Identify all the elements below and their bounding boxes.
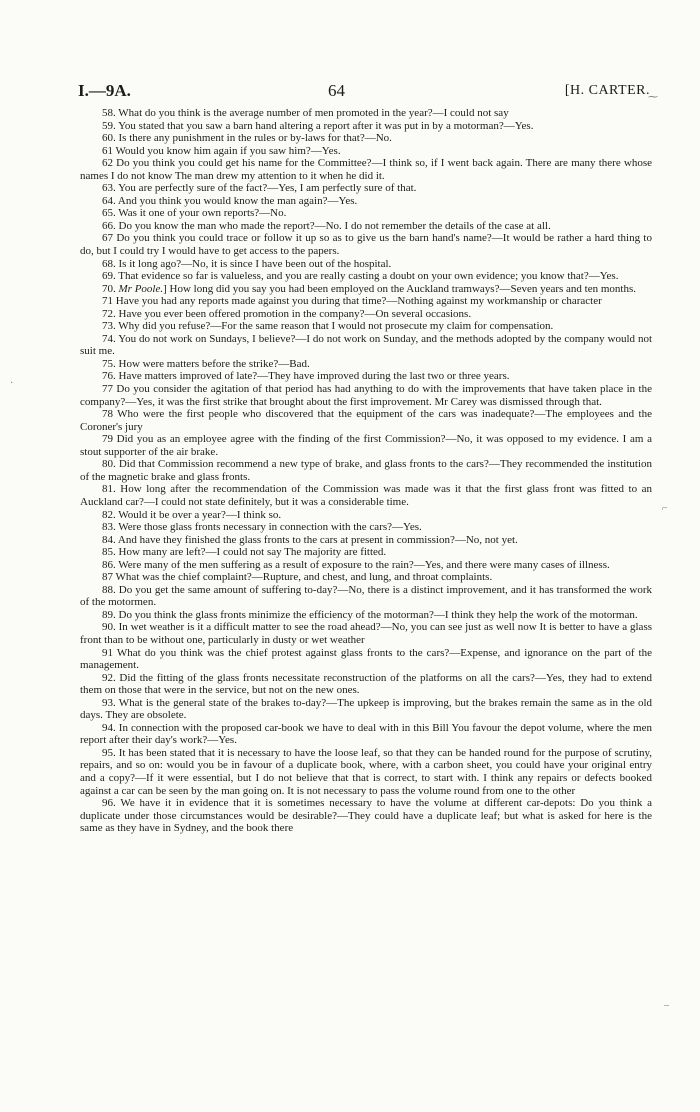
testimony-text <box>80 107 652 835</box>
paragraph: 91 What do you think was the chief protest against glass fronts to the cars?—Expense, and ignorance on the part of the management. <box>80 646 652 672</box>
paragraph: 69. That evidence so far is valueless, and you are really casting a doubt on your own evidence; you know that?—Yes. <box>102 270 619 283</box>
paragraph: 62 Do you think you could get his name for the Committee?—I think so, if I went back again. There are many there whose names I do not know The man drew my attention to it when he did it. <box>80 157 652 182</box>
question-text: ] How long did you say you had been employed on the Auckland tramways?—Seven years and ten months. <box>163 282 637 295</box>
paragraph: 61 Would you know him again if you saw him?—Yes. <box>102 144 341 157</box>
paragraph: 71 Have you had any reports made against you during that time?—Nothing against my workmanship or character <box>102 295 602 308</box>
page-header <box>78 80 650 102</box>
paragraph: 76. Have matters improved of late?—They have improved during the last two or three years. <box>102 370 510 383</box>
paragraph: 81. How long after the recommendation of the Commission was made was it that the first glass front was fitted to an Auckland car?—I could not state definitely, but it was a considerable time. <box>80 483 652 508</box>
paragraph: 77 Do you consider the agitation of that period has had anything to do with the improvements that have taken place in the company?—Yes, it was the first strike that brought about the first improvement. Mr Carey was dismissed through that. <box>80 383 652 408</box>
paper-reference: I.—9A. <box>78 81 131 100</box>
question-number: 70. <box>102 282 116 295</box>
paragraph: 94. In connection with the proposed car-book we have to deal with in this Bill You favour the depot volume, where the men report after their day's work?—Yes. <box>80 721 652 747</box>
paragraph: 63. You are perfectly sure of the fact?—Yes, I am perfectly sure of that. <box>102 182 417 195</box>
paragraph: 72. Have you ever been offered promotion in the company?—On several occasions. <box>102 307 472 320</box>
paragraph: 75. How were matters before the strike?—Bad. <box>102 357 310 370</box>
margin-mark: ⁓ <box>648 92 658 103</box>
paragraph: 93. What is the general state of the brakes to-day?—The upkeep is improving, but the brakes remain the same as in the old days. They are obsolete. <box>80 696 652 722</box>
paragraph: 74. You do not work on Sundays, I believe?—I do not work on Sunday, and the methods adopted by the company would not suit me. <box>80 332 652 358</box>
paragraph: 66. Do you know the man who made the report?—No. I do not remember the details of the case at all. <box>102 219 551 232</box>
paragraph: 67 Do you think you could trace or follow it up so as to give us the barn hand's name?—It would be rather a hard thing to do, but I could try I would have to get access to the papers. <box>80 232 652 258</box>
paragraph: 64. And you think you would know the man again?—Yes. <box>102 194 358 207</box>
page-number: 64 <box>328 81 345 100</box>
paragraph: 65. Was it one of your own reports?—No. <box>102 207 287 220</box>
paragraph: 79 Did you as an employee agree with the finding of the first Commission?—No, it was opposed to my evidence. I am a stout supporter of the air brake. <box>80 433 652 458</box>
paragraph: 92. Did the fitting of the glass fronts necessitate reconstruction of the platforms on all the cars?—Yes, they had to extend them on those that were in the service, but not on the new ones. <box>80 671 652 697</box>
paragraph: 78 Who were the first people who discovered that the equipment of the cars was inadequate?—The employees and the Coroner's jury <box>80 408 652 433</box>
paragraph: 88. Do you get the same amount of suffering to-day?—No, there is a distinct improvement, and it has transformed the work of the motormen. <box>80 583 652 609</box>
paragraph: 82. Would it be over a year?—I think so. <box>102 508 282 521</box>
paragraph: 85. How many are left?—I could not say The majority are fitted. <box>102 546 387 559</box>
witness-name: [H. CARTER. <box>564 83 650 98</box>
paragraph: 86. Were many of the men suffering as a result of exposure to the rain?—Yes, and there were many cases of illness. <box>102 558 610 571</box>
paragraph: 96. We have it in evidence that it is sometimes necessary to have the volume at different car-depots: Do you think a duplicate under those circumstances would be desirable?—They could have a duplicate leaf; but what is asked for here is the same as they have in Sydney, and the book there <box>80 797 652 835</box>
paragraph: 84. And have they finished the glass fronts to the cars at present in commission?—No, not yet. <box>102 533 518 546</box>
paragraph: 89. Do you think the glass fronts minimize the efficiency of the motorman?—I think they help the work of the motorman. <box>102 608 638 621</box>
paragraph: 58. What do you think is the average number of men promoted in the year?—I could not say <box>102 107 509 119</box>
paragraph: 60. Is there any punishment in the rules or by-laws for that?—No. <box>102 132 392 145</box>
paragraph: 68. Is it long ago?—No, it is since I have been out of the hospital. <box>102 257 392 270</box>
paragraph: 83. Were those glass fronts necessary in connection with the cars?—Yes. <box>102 521 422 534</box>
paragraph: 87 What was the chief complaint?—Rupture, and chest, and lung, and throat complaints. <box>102 571 493 584</box>
paragraph: 95. It has been stated that it is necessary to have the loose leaf, so that they can be handed round for the purpose of scrutiny, repairs, and so on: would you be in favour of a duplicate book, where, with a carbon sheet, you could have your original entry and a copy?—If it were essential, but I do not believe that that is correct, to start with. I think any repairs or defects booked against a car can be seen by the man going on. It is not necessary to pass the volume round from one to the other <box>80 746 652 797</box>
margin-mark: · <box>10 378 14 389</box>
margin-mark: ⌐ <box>662 503 668 514</box>
paragraph: 80. Did that Commission recommend a new type of brake, and glass fronts to the cars?—They recommended the institution of the magnetic brake and glass fronts. <box>80 458 652 483</box>
margin-mark: – <box>664 1000 669 1011</box>
paragraph: 73. Why did you refuse?—For the same reason that I would not prosecute my claim for compensation. <box>102 320 554 333</box>
paragraph: 59. You stated that you saw a barn hand altering a report after it was put in by a motorman?—Yes. <box>102 119 534 132</box>
paragraph-70 <box>80 283 652 296</box>
paragraph: 90. In wet weather is it a difficult matter to see the road ahead?—No, you can see just as well now It is better to have a glass front than to be without one, particularly in dusty or wet weather <box>80 621 652 646</box>
speaker-name: Mr Poole. <box>118 282 164 295</box>
